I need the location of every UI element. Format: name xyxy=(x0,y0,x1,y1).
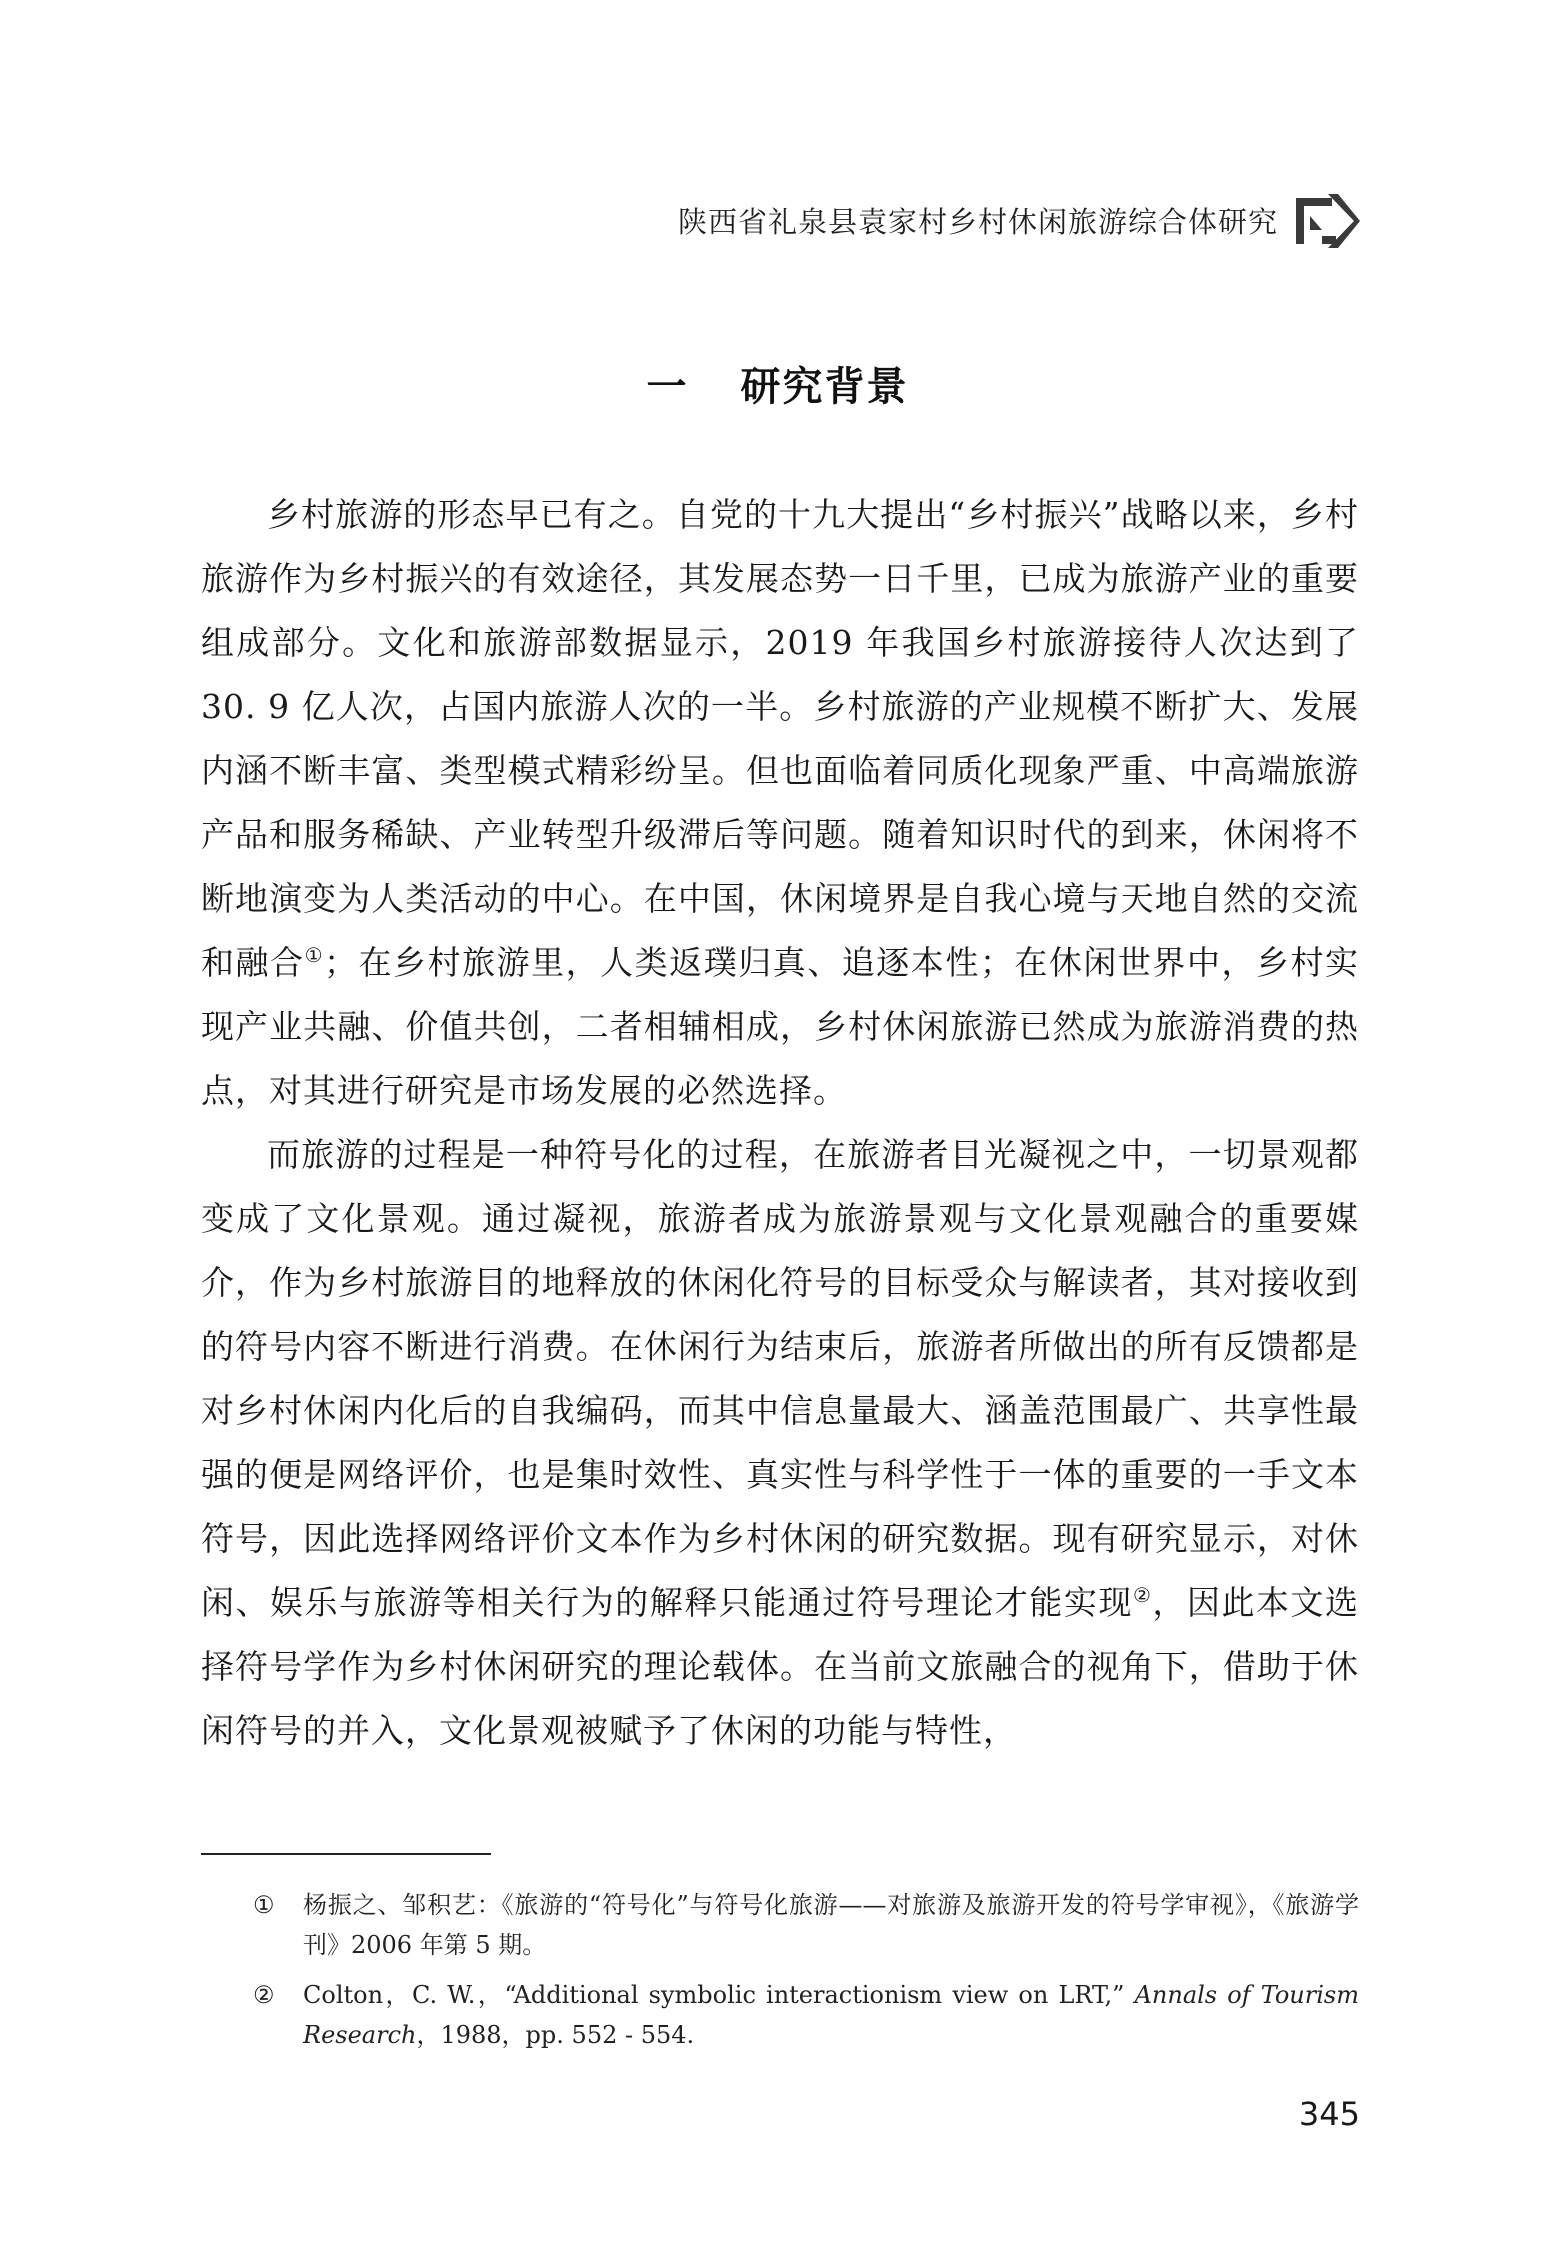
section-number: 一 xyxy=(646,363,689,410)
paragraph-1-tail: ；在乡村旅游里，人类返璞归真、追逐本性；在休闲世界中，乡村实现产业共融、价值共创，二者相辅相成，乡村休闲旅游已然成为旅游消费的热点，对其进行研究是市场发展的必然选择。 xyxy=(201,943,1360,1110)
body-text xyxy=(201,483,1359,1763)
footnote-divider xyxy=(201,1853,491,1855)
section-heading xyxy=(0,355,1555,412)
footnote-1-mark: ① xyxy=(253,1891,275,1919)
paragraph-2-text: 而旅游的过程是一种符号化的过程，在旅游者目光凝视之中，一切景观都变成了文化景观。通过凝视，旅游者成为旅游景观与文化景观融合的重要媒介，作为乡村旅游目的地释放的休闲化符号的目标受众与解读者，其对接收到的符号内容不断进行消费。在休闲行为结束后，旅游者所做出的所有反馈都是对乡村休闲内化后的自我编码，而其中信息量最大、涵盖范围最广、共享性最强的便是网络评价，也是集时效性、真实性与科学性于一体的重要的一手文本符号，因此选择网络评价文本作为乡村休闲的研究数据。现有研究显示，对休闲、娱乐与旅游等相关行为的解释只能通过符号理论才能实现 xyxy=(201,1135,1359,1622)
section-title-text: 研究背景 xyxy=(740,363,909,410)
running-head-title: 陕西省礼泉县袁家村乡村休闲旅游综合体研究 xyxy=(677,205,1278,239)
footnote-2-mark: ② xyxy=(253,1981,275,2009)
footnote-ref-1[interactable]: ① xyxy=(304,943,325,967)
footnote-2-journal: Annals of Tourism Research xyxy=(303,1981,1359,2049)
paragraph-2-tail: ，因此本文选择符号学作为乡村休闲研究的理论载体。在当前文旅融合的视角下，借助于休闲符号的并入，文化景观被赋予了休闲的功能与特性， xyxy=(201,1583,1360,1750)
footnote-2 xyxy=(201,1975,1359,2055)
footnote-2-text-after: ，1988，pp. 552 - 554. xyxy=(416,2021,695,2049)
footnote-2-text-before: Colton，C. W.，“Additional symbolic interactionism view on LRT,” xyxy=(303,1981,1125,2009)
footnotes xyxy=(201,1885,1359,2065)
footnote-1-text: 杨振之、邹积艺：《旅游的“符号化”与符号化旅游——对旅游及旅游开发的符号学审视》，《旅游学刊》2006 年第 5 期。 xyxy=(303,1891,1359,1959)
footnote-ref-2[interactable]: ② xyxy=(1132,1583,1153,1607)
page-number: 345 xyxy=(1298,2095,1360,2133)
paragraph-1 xyxy=(201,483,1359,1123)
paragraph-2 xyxy=(201,1123,1359,1763)
paragraph-1-text: 乡村旅游的形态早已有之。自党的十九大提出“乡村振兴”战略以来，乡村旅游作为乡村振兴的有效途径，其发展态势一日千里，已成为旅游产业的重要组成部分。文化和旅游部数据显示，2019 年我国乡村旅游接待人次达到了 30. 9 亿人次，占国内旅游人次的一半。乡村旅游的产业规模不断扩大、发展内涵不断丰富、类型模式精彩纷呈。但也面临着同质化现象严重、中高端旅游产品和服务稀缺、产业转型升级滞后等问题。随着知识时代的到来，休闲将不断地演变为人类活动的中心。在中国，休闲境界是自我心境与天地自然的交流和融合 xyxy=(201,495,1359,982)
chapter-mark-icon xyxy=(1292,190,1360,252)
footnote-1 xyxy=(201,1885,1359,1965)
